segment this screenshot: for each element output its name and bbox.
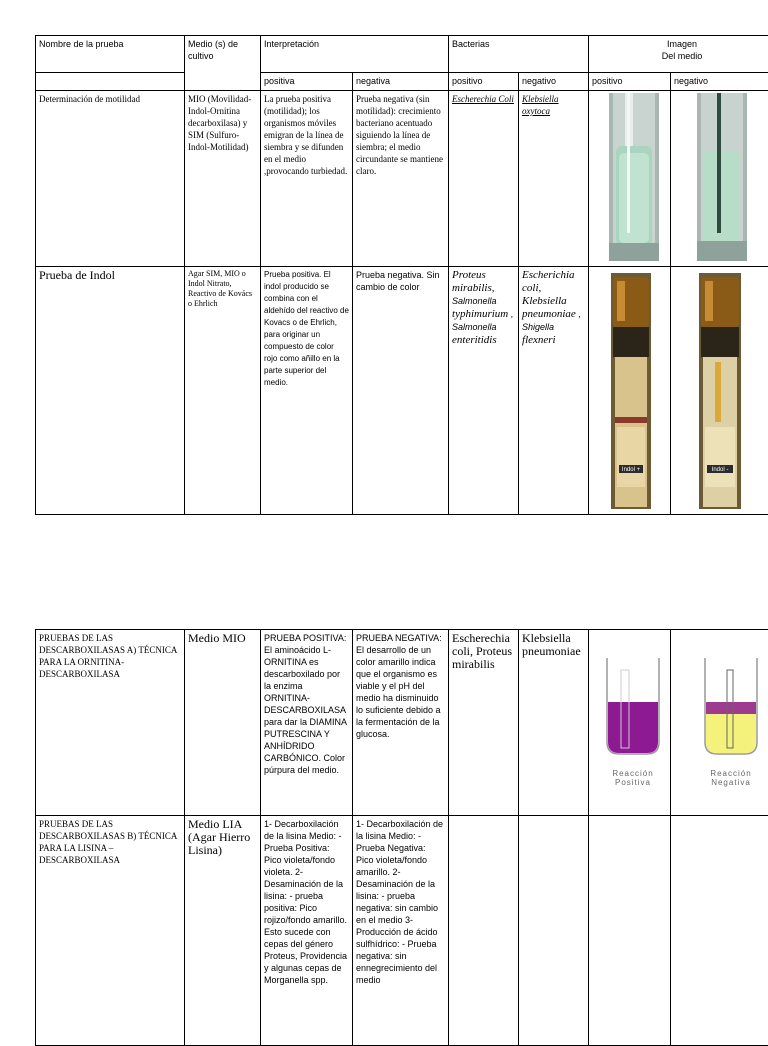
indol-positive: Prueba positiva. El indol producido se combina con el aldehído del reactivo de Kovacs o de Ehrlich, para originar un compuesto de color rojo como añillo en la parte superior del medio. [261, 267, 353, 515]
ornitina-bact-positive: Escherechia coli, Proteus mirabilis [449, 630, 519, 816]
indol-image-negative [671, 267, 768, 515]
motility-medium: MIO (Movilidad-Indol-Ornitina decarboxilasa) y SIM (Sulfuro-Indol-Motilidad) [185, 91, 261, 267]
indol-test-name: Prueba de Indol [36, 267, 185, 515]
header-test-name-blank [36, 73, 185, 91]
ornitina-pos-label-2: Positiva [615, 778, 651, 787]
indol-pos-tube-label: Indol + [622, 467, 641, 473]
ornitina-neg-label-1: Reacción [710, 769, 751, 778]
motility-test-name: Determinación de motilidad [36, 91, 185, 267]
indol-bact-neg-flexneri: flexneri [522, 334, 556, 346]
motility-bact-negative: Klebsiella oxytoca [519, 91, 589, 267]
ornitina-image-negative [671, 630, 768, 816]
indol-image-positive [589, 267, 671, 515]
ornitina-negative-tube-image [671, 630, 768, 812]
header-img-positive: positivo [589, 73, 671, 91]
ornitina-neg-label-2: Negativa [711, 778, 751, 787]
header-image [589, 36, 768, 73]
indol-bact-positive [449, 267, 519, 515]
indol-bact-pos-salmonella2: , Salmonella [452, 309, 514, 332]
motility-image-negative [671, 91, 768, 267]
motility-negative-tube-image [671, 91, 768, 263]
indol-negative: Prueba negativa. Sin cambio de color [353, 267, 449, 515]
indol-bact-pos-salmonella: Salmonella [452, 296, 497, 306]
indol-medium: Agar SIM, MIO o Indol Nitrato, Reactivo de Kovács o Ehrlich [185, 267, 261, 515]
indol-bact-pos-typhimurium: typhimurium [452, 308, 508, 320]
test-table-1 [35, 35, 768, 515]
indol-bact-negative [519, 267, 589, 515]
motility-negative: Prueba negativa (sin motilidad): crecimiento bacteriano acentuado siguiendo la línea de siembra; el medio circundante se mantiene claro. [353, 91, 449, 267]
header-img-negative: negativo [671, 73, 768, 91]
lisina-bact-negative [519, 816, 589, 1046]
indol-bact-pos-enteritidis: enteritidis [452, 334, 497, 346]
indol-bact-neg-shigella: , Shigella [522, 309, 581, 332]
ornitina-positive-tube-image [589, 630, 671, 812]
indol-positive-tube-image [589, 267, 671, 511]
header-bact-negative: negativo [519, 73, 589, 91]
ornitina-test-name: PRUEBAS DE LAS DESCARBOXILASAS A) TÉCNICA PARA LA ORNITINA-DESCARBOXILASA [36, 630, 185, 816]
motility-bact-positive: Escherechia Coli [449, 91, 519, 267]
lisina-positive: 1- Decarboxilación de la lisina Medio: -Prueba Positiva: Pico violeta/fondo violeta. 2-Desaminación de la lisina: - prueba positiva: Pico rojizo/fondo amarillo. Esto sucede con cepas del género Proteus, Providencia y algunas cepas de Morganella spp. [261, 816, 353, 1046]
header-bacteria: Bacterias [449, 36, 589, 73]
motility-image-positive [589, 91, 671, 267]
lisina-bact-positive [449, 816, 519, 1046]
ornitina-positive: PRUEBA POSITIVA: El aminoácido L-ORNITINA es descarboxilado por la enzima ORNITINA-DESCARBOXILASA para dar la DIAMINA PUTRESCINA Y ANHÍDRIDO CARBÓNICO. Color púrpura del medio. [261, 630, 353, 816]
lisina-image-positive [589, 816, 671, 1046]
ornitina-negative: PRUEBA NEGATIVA: El desarrollo de un color amarillo indica que el organismo es viable y el pH del medio ha disminuido lo suficiente debido a la fermentación de la glucosa. [353, 630, 449, 816]
header-image-line1: Imagen [592, 38, 768, 50]
lisina-medium: Medio LIA (Agar Hierro Lisina) [185, 816, 261, 1046]
ornitina-image-positive [589, 630, 671, 816]
header-positive: positiva [261, 73, 353, 91]
header-bact-positive: positivo [449, 73, 519, 91]
indol-bact-neg-ecoli: Escherichia coli, Klebsiella pneumoniae [522, 269, 576, 320]
indol-negative-tube-image [671, 267, 768, 511]
lisina-negative: 1- Decarboxilación de la lisina Medio: -Prueba Negativa: Pico violeta/fondo amarillo. 2-Desaminación de la lisina: - prueba negativa: sin cambio en el medio 3-Producción de ácido sulfhídrico: - Prueba negativa: sin ennegrecimiento del medio [353, 816, 449, 1046]
header-negative: negativa [353, 73, 449, 91]
motility-positive: La prueba positiva (motilidad); los organismos móviles emigran de la línea de siembra y se difunden en el medio ,provocando turbiedad. [261, 91, 353, 267]
ornitina-bact-negative: Klebsiella pneumoniae [519, 630, 589, 816]
header-medium: Medio (s) de cultivo [185, 36, 261, 91]
header-test-name: Nombre de la prueba [36, 36, 185, 73]
header-interpretation: Interpretación [261, 36, 449, 73]
lisina-test-name: PRUEBAS DE LAS DESCARBOXILASAS B) TÉCNICA PARA LA LISINA – DESCARBOXILASA [36, 816, 185, 1046]
ornitina-pos-label-1: Reacción [612, 769, 653, 778]
test-table-2 [35, 629, 768, 1046]
indol-neg-tube-label: Indol - [712, 467, 729, 473]
header-image-line2: Del medio [592, 50, 768, 62]
ornitina-medium: Medio MIO [185, 630, 261, 816]
lisina-image-negative [671, 816, 768, 1046]
indol-bact-pos-proteus: Proteus mirabilis, [452, 269, 494, 294]
ornitina-positive-fill [608, 702, 658, 753]
motility-positive-tube-image [589, 91, 671, 263]
